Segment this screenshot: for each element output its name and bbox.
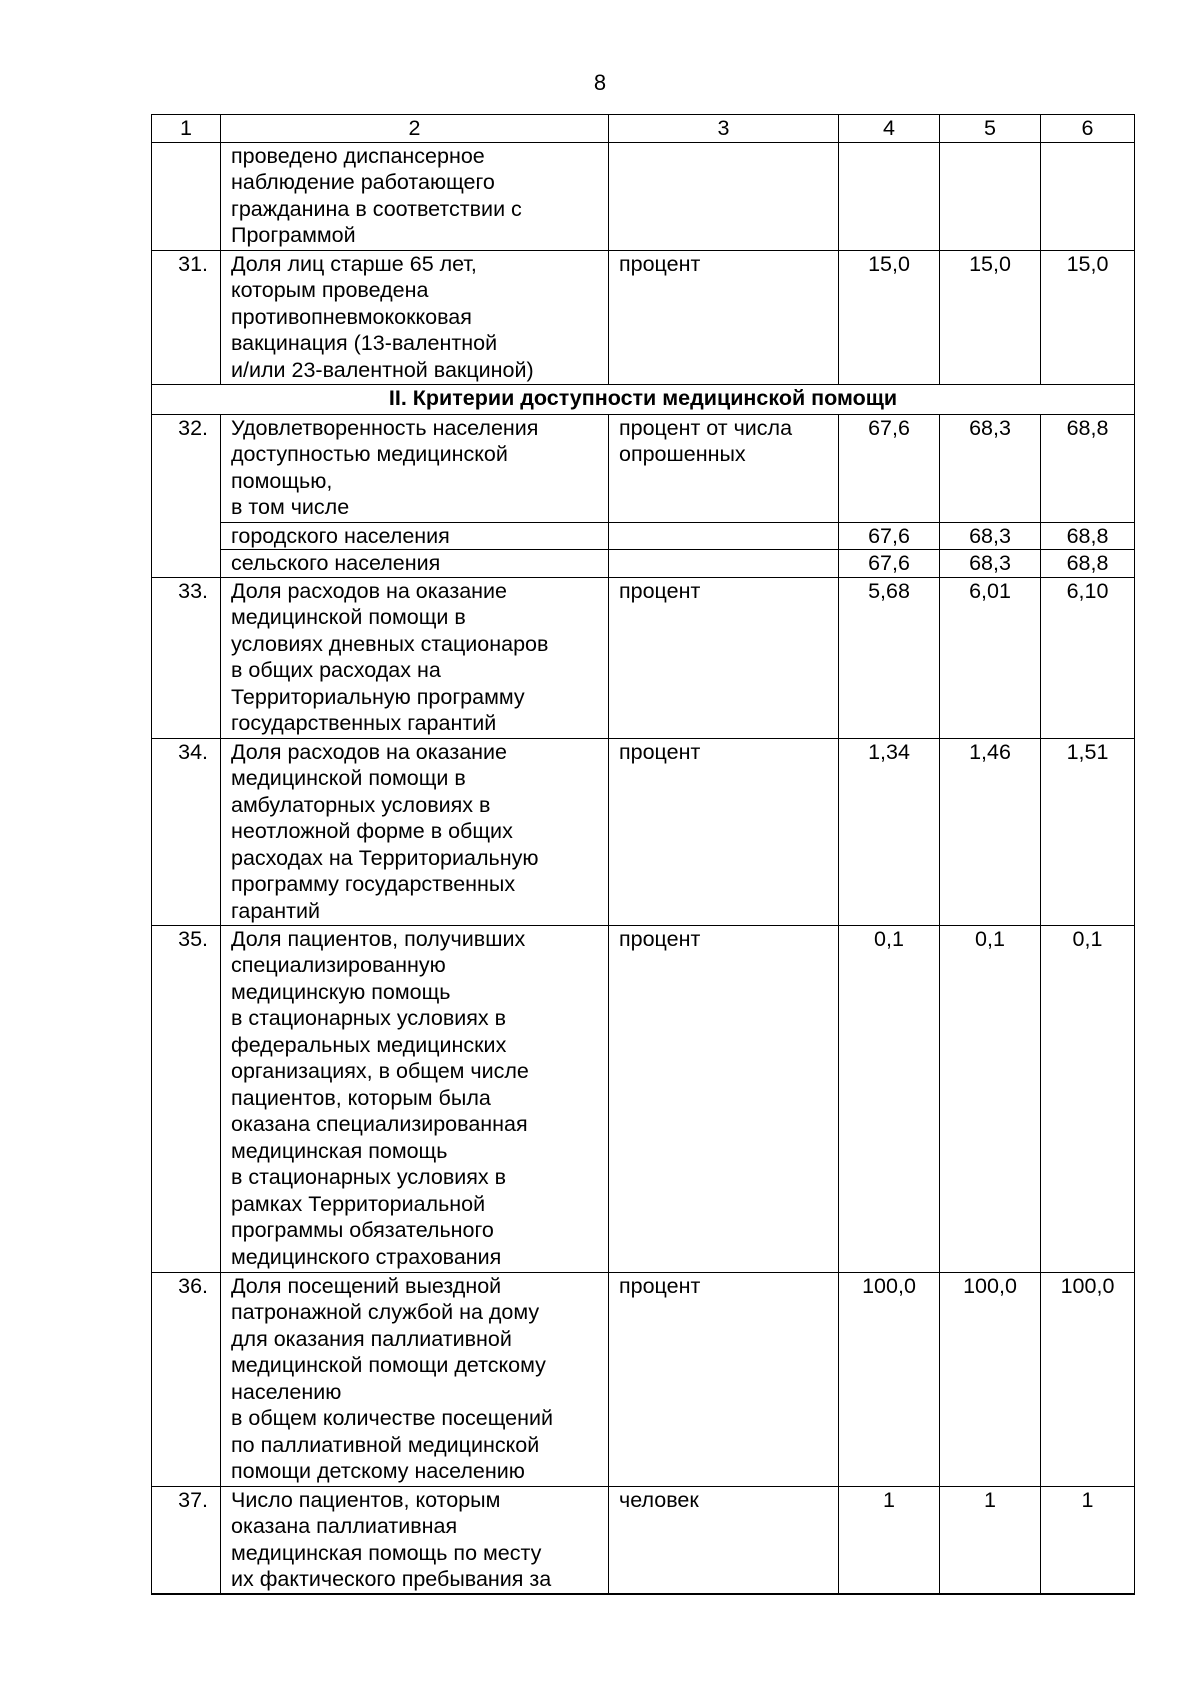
value-cell: 68,3: [940, 550, 1041, 578]
value-cell: 1: [1041, 1486, 1135, 1594]
value-cell: 1: [839, 1486, 940, 1594]
table-row-32-urban: [152, 522, 1135, 550]
row-number: 31.: [152, 250, 221, 384]
table-header-row: [152, 115, 1135, 143]
value-cell: 6,10: [1041, 577, 1135, 738]
value-cell: [1041, 142, 1135, 250]
unit-cell: процент: [609, 925, 839, 1272]
table-row-36: [152, 1272, 1135, 1486]
value-cell: 1: [940, 1486, 1041, 1594]
indicator-text: Доля расходов на оказание медицинской помощи в условиях дневных стационаров в общих расходах на Территориальную программу государственных гарантий: [221, 577, 609, 738]
unit-cell: процент от числа опрошенных: [609, 414, 839, 522]
table-row-35: [152, 925, 1135, 1272]
table-row-31: [152, 250, 1135, 384]
value-cell: 68,3: [940, 414, 1041, 522]
indicator-text: Удовлетворенность населения доступностью медицинской помощью, в том числе: [221, 414, 609, 522]
row-number: 34.: [152, 738, 221, 925]
value-cell: 67,6: [839, 414, 940, 522]
row-number-cell: [152, 142, 221, 250]
value-cell: [940, 142, 1041, 250]
unit-cell: процент: [609, 738, 839, 925]
indicator-text: городского населения: [221, 522, 609, 550]
indicator-text: Доля пациентов, получивших специализированную медицинскую помощь в стационарных условиях в федеральных медицинских организациях, в общем числе пациентов, которым была оказана специализированная медицинская помощь в стационарных условиях в рамках Территориальной программы обязательного медицинского страхования: [221, 925, 609, 1272]
unit-cell: процент: [609, 250, 839, 384]
column-header: 1: [152, 115, 221, 143]
table-row-34: [152, 738, 1135, 925]
value-cell: 100,0: [940, 1272, 1041, 1486]
value-cell: 1,51: [1041, 738, 1135, 925]
row-number: 33.: [152, 577, 221, 738]
value-cell: 0,1: [940, 925, 1041, 1272]
indicator-text: Число пациентов, которым оказана паллиативная медицинская помощь по месту их фактического пребывания за: [221, 1486, 609, 1594]
value-cell: 1,46: [940, 738, 1041, 925]
column-header: 6: [1041, 115, 1135, 143]
indicator-text: Доля лиц старше 65 лет, которым проведена противопневмококковая вакцинация (13-валентной и/или 23-валентной вакциной): [221, 250, 609, 384]
value-cell: 6,01: [940, 577, 1041, 738]
value-cell: 68,8: [1041, 522, 1135, 550]
section-header-row: [152, 384, 1135, 414]
criteria-table: [151, 114, 1135, 1595]
page-number: 8: [593, 70, 607, 95]
value-cell: 68,8: [1041, 550, 1135, 578]
value-cell: 67,6: [839, 522, 940, 550]
table-row-32-rural: [152, 550, 1135, 578]
unit-cell: процент: [609, 1272, 839, 1486]
value-cell: 100,0: [839, 1272, 940, 1486]
column-header: 4: [839, 115, 940, 143]
unit-cell: человек: [609, 1486, 839, 1594]
value-cell: 15,0: [1041, 250, 1135, 384]
value-cell: 15,0: [940, 250, 1041, 384]
row-number: 36.: [152, 1272, 221, 1486]
row-number: 35.: [152, 925, 221, 1272]
column-header: 2: [221, 115, 609, 143]
value-cell: 67,6: [839, 550, 940, 578]
row-number: 37.: [152, 1486, 221, 1594]
unit-cell: процент: [609, 577, 839, 738]
unit-cell: [609, 522, 839, 550]
value-cell: 1,34: [839, 738, 940, 925]
value-cell: 68,8: [1041, 414, 1135, 522]
value-cell: 68,3: [940, 522, 1041, 550]
value-cell: [839, 142, 940, 250]
column-header: 5: [940, 115, 1041, 143]
unit-cell: [609, 550, 839, 578]
value-cell: 0,1: [839, 925, 940, 1272]
indicator-text: Доля посещений выездной патронажной службой на дому для оказания паллиативной медицинской помощи детскому населению в общем количестве посещений по паллиативной медицинской помощи детскому населению: [221, 1272, 609, 1486]
column-header: 3: [609, 115, 839, 143]
indicator-text: сельского населения: [221, 550, 609, 578]
indicator-text: Доля расходов на оказание медицинской помощи в амбулаторных условиях в неотложной форме в общих расходах на Территориальную программу государственных гарантий: [221, 738, 609, 925]
indicator-text: проведено диспансерное наблюдение работающего гражданина в соответствии с Программой: [221, 142, 609, 250]
unit-cell: [609, 142, 839, 250]
table-row-continuation: [152, 142, 1135, 250]
value-cell: 0,1: [1041, 925, 1135, 1272]
value-cell: 100,0: [1041, 1272, 1135, 1486]
value-cell: 15,0: [839, 250, 940, 384]
table-row-37: [152, 1486, 1135, 1594]
section-title: II. Критерии доступности медицинской помощи: [152, 384, 1135, 414]
table-row-33: [152, 577, 1135, 738]
table-row-32: [152, 414, 1135, 522]
row-number: 32.: [152, 414, 221, 577]
value-cell: 5,68: [839, 577, 940, 738]
